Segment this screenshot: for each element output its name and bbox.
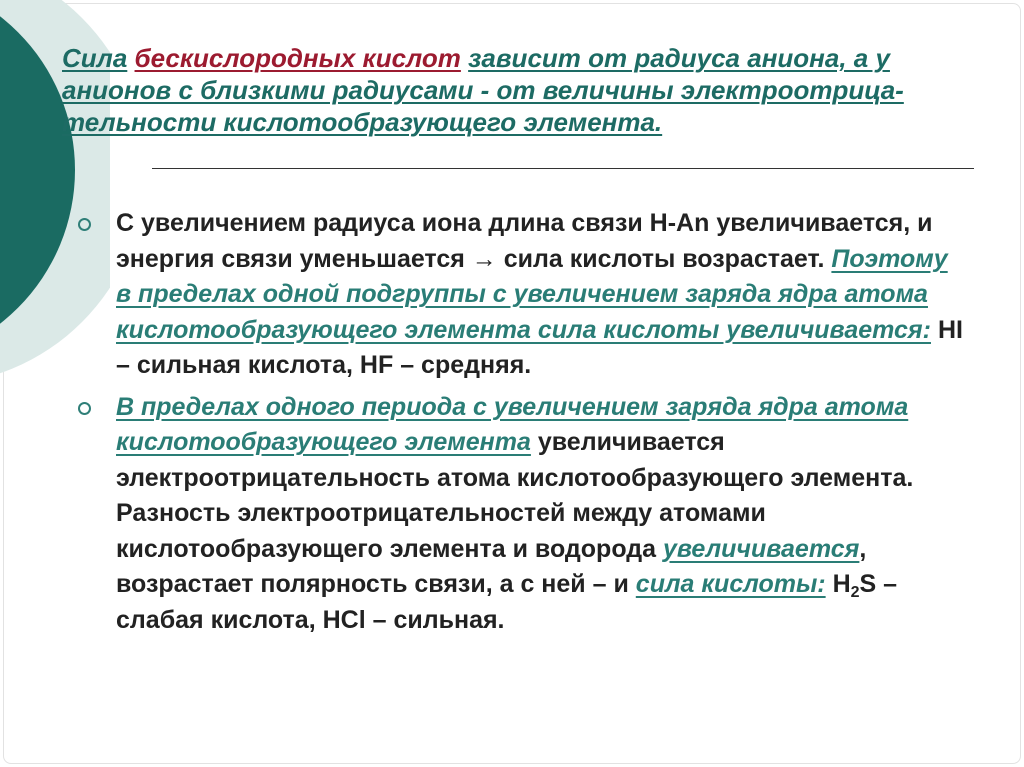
bullet2-highlight1: В пределах одного периода с увеличением заряда ядра атома кислотообразующего элемента — [116, 392, 909, 456]
title-highlight: бескислородных кислот — [134, 43, 461, 73]
formula-h2s — [832, 570, 860, 601]
bullet1-highlight: Поэтому в пределах одной подгруппы с увеличением заряда ядра атома кислотообразующего элемента сила кислоты увеличивается: — [116, 244, 948, 344]
bullet2-text1: увеличивается электроотрицательность атома кислотообразующего элемента. Разность электроотрицательностей между атомами кислотообразующего элемента и водорода — [116, 428, 914, 563]
slide-title — [62, 42, 992, 138]
bullet2-text2: , возрастает полярность связи, а с ней – и — [116, 534, 867, 598]
bullet-circle-icon — [78, 402, 91, 415]
title-part1: Сила — [62, 43, 128, 73]
bullet2-text3: S – слабая кислота, HCl – сильная. — [116, 570, 898, 634]
title-part2: зависит от радиуса аниона, а у анионов с близкими радиусами - от величины электроотрица-тельности кислотообразующего элемента. — [62, 43, 904, 137]
bullet1-text1: С увеличением радиуса иона длина связи H-An увеличивается, и энергия связи уменьшается → сила кислоты возрастает. — [116, 209, 933, 273]
bullet2-highlight2: увеличивается — [663, 534, 860, 563]
bullet-list — [78, 206, 968, 638]
bullet-circle-icon — [78, 218, 91, 231]
formula-base: H — [832, 570, 851, 598]
bullet1-text2: HI – сильная кислота, HF – средняя. — [116, 315, 963, 379]
title-divider — [152, 168, 974, 169]
bullet-item-1 — [78, 206, 968, 384]
bullet2-highlight3: сила кислоты: — [635, 570, 826, 598]
formula-subscript: 2 — [850, 584, 860, 601]
bullet-item-2 — [78, 390, 968, 639]
